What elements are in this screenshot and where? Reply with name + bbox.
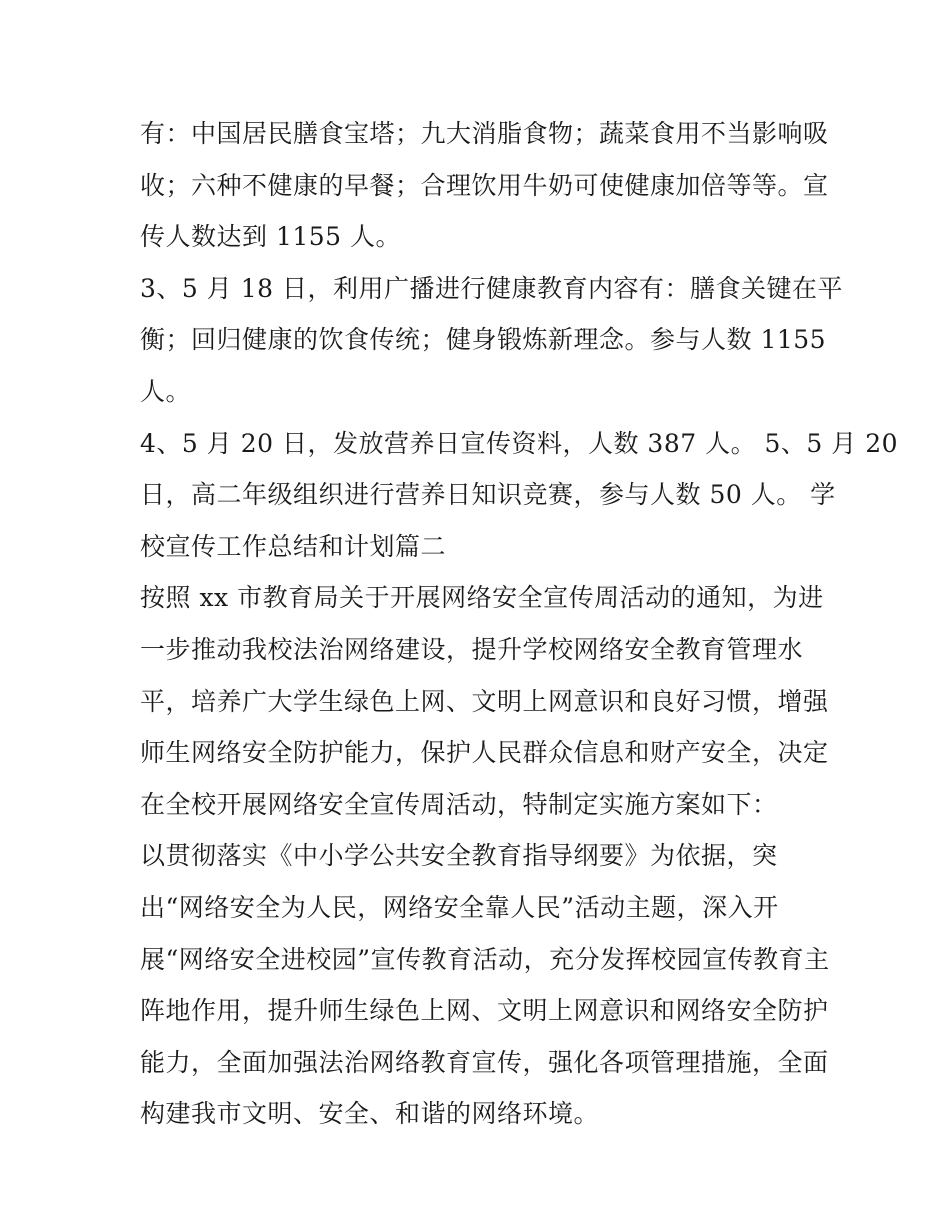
text-line: 师生网络安全防护能力，保护人民群众信息和财产安全，决定: [140, 738, 829, 768]
text-line: 衡；回归健康的饮食传统；健身锻炼新理念。参与人数 1155: [140, 325, 827, 355]
text-line: 能力，全面加强法治网络教育宣传，强化各项管理措施，全面: [140, 1047, 829, 1077]
text-line: 平，培养广大学生绿色上网、文明上网意识和良好习惯，增强: [140, 686, 829, 716]
text-line: 按照 xx 市教育局关于开展网络安全宣传周活动的通知，为进: [140, 583, 824, 613]
text-line: 出“网络安全为人民，网络安全靠人民”活动主题，深入开: [140, 892, 779, 922]
text-line: 有：中国居民膳食宝塔；九大消脂食物；蔬菜食用不当影响吸: [140, 119, 829, 148]
text-line: 3、5 月 18 日，利用广播进行健康教育内容有：膳食关键在平: [140, 273, 843, 303]
text-line: 以贯彻落实《中小学公共安全教育指导纲要》为依据，突: [140, 841, 778, 871]
document-body: [140, 108, 899, 1140]
text-line: 日，高二年级组织进行营养日知识竞赛，参与人数 50 人。 学: [140, 480, 836, 510]
text-line: 传人数达到 1155 人。: [140, 222, 402, 252]
text-line: 构建我市文明、安全、和谐的网络环境。: [140, 1099, 600, 1129]
text-line: 阵地作用，提升师生绿色上网、文明上网意识和网络安全防护: [140, 996, 829, 1026]
text-line: 4、5 月 20 日，发放营养日宣传资料，人数 387 人。 5、5 月 20: [140, 428, 899, 458]
text-line: 一步推动我校法治网络建设，提升学校网络安全教育管理水: [140, 634, 804, 664]
text-line: 人。: [140, 376, 192, 406]
text-line: 收；六种不健康的早餐；合理饮用牛奶可使健康加倍等等。宣: [140, 170, 829, 200]
section-heading: 校宣传工作总结和计划篇二: [140, 531, 447, 561]
text-line: 展“网络安全进校园”宣传教育活动，充分发挥校园宣传教育主: [140, 944, 830, 974]
text-line: 在全校开展网络安全宣传周活动，特制定实施方案如下：: [140, 789, 778, 819]
